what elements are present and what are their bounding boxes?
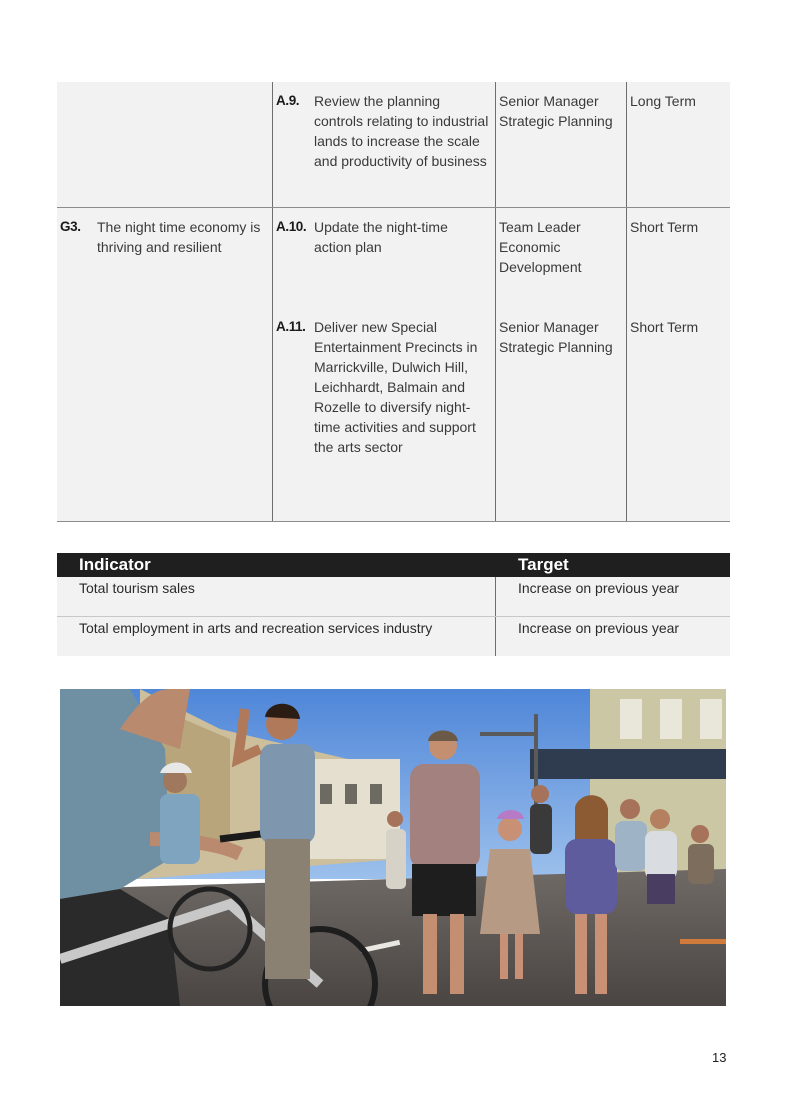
timeframe: Short Term [630, 319, 699, 335]
indicator-column-header: Indicator [79, 555, 151, 574]
row-divider [57, 616, 730, 617]
actions-table [57, 82, 730, 522]
target-cell: Increase on previous year [518, 620, 680, 636]
target-cell: Increase on previous year [518, 580, 680, 596]
timeframe: Short Term [630, 219, 699, 235]
column-divider [626, 82, 627, 521]
action-code: A.11. [276, 319, 306, 334]
action-code: A.10. [276, 219, 307, 234]
timeframe: Long Term [630, 93, 696, 109]
responsibility: Senior Manager Strategic Planning [499, 93, 613, 129]
goal-text: The night time economy is thriving and resilient [97, 219, 261, 255]
action-text: Review the planning controls relating to industrial lands to increase the scale and productivity of business [314, 93, 489, 169]
responsibility: Team Leader Economic Development [499, 219, 582, 275]
responsibility: Senior Manager Strategic Planning [499, 319, 613, 355]
goal-code: G3. [60, 219, 81, 234]
action-text: Deliver new Special Entertainment Precincts in Marrickville, Dulwich Hill, Leichhardt, Balmain and Rozelle to diversify night-time activities and support the arts sector [314, 319, 478, 455]
indicator-table [57, 553, 730, 656]
indicator-table-header [57, 553, 730, 577]
action-code: A.9. [276, 93, 300, 108]
indicator-cell: Total employment in arts and recreation services industry [79, 620, 433, 636]
column-divider [495, 82, 496, 521]
row-divider [57, 207, 730, 208]
action-text: Update the night-time action plan [314, 219, 448, 255]
target-column-header: Target [518, 555, 569, 574]
indicator-cell: Total tourism sales [79, 580, 195, 596]
column-divider [272, 82, 273, 521]
page-number: 13 [712, 1050, 727, 1065]
street-crowd-photo [60, 689, 726, 1006]
